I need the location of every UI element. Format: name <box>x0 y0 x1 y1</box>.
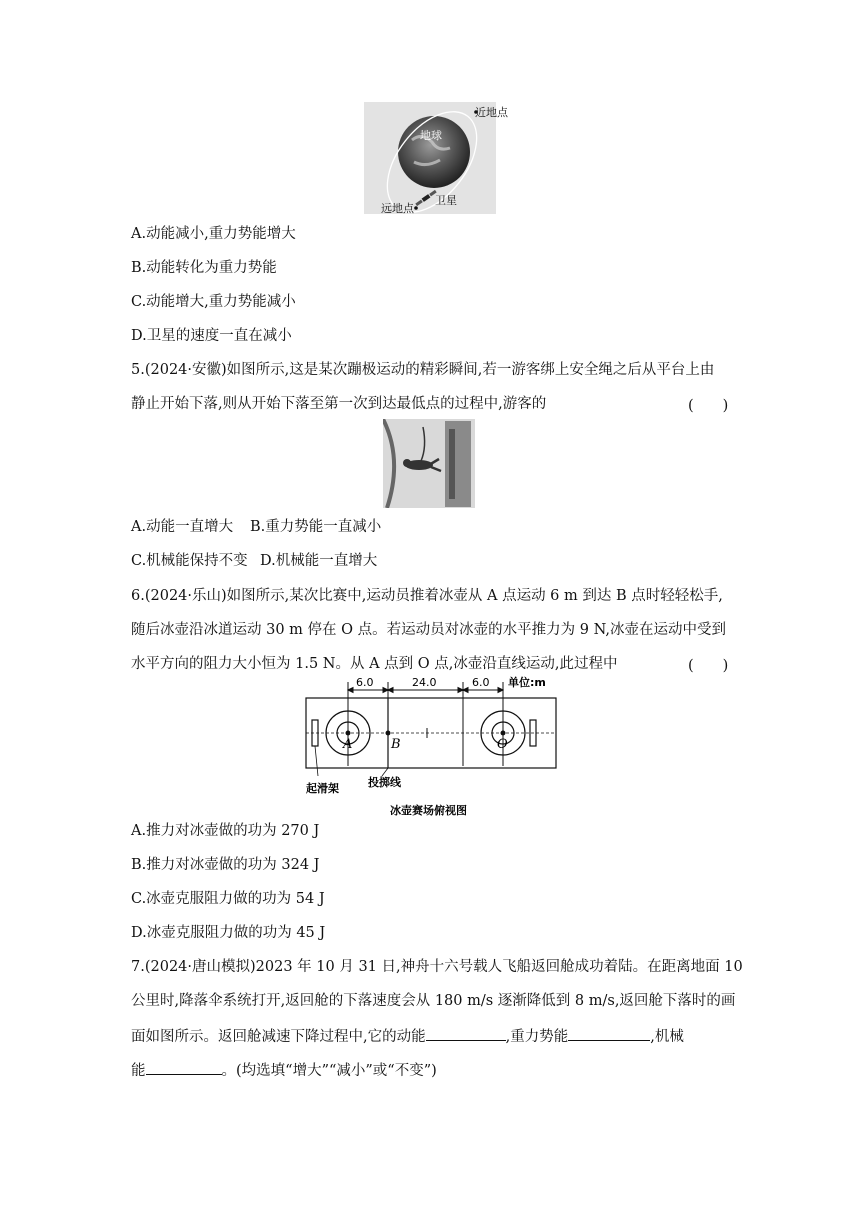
q7-line3-text-a: 面如图所示。返回舱减速下降过程中,它的动能 <box>131 1029 426 1045</box>
q5-option-c: C.机械能保持不变 <box>131 553 248 569</box>
bungee-photo <box>383 419 475 508</box>
satellite-label: 卫星 <box>435 194 457 207</box>
q6-stem-line1: 6.(2024·乐山)如图所示,某次比赛中,运动员推着冰壶从 A 点运动 6 m 到达 B 点时轻轻松手, <box>131 588 723 604</box>
q6-answer-bracket: ( ) <box>688 658 729 674</box>
q7-line2: 公里时,降落伞系统打开,返回舱的下落速度会从 180 m/s 逐渐降低到 8 m/s,返回舱下落时的画 <box>131 993 736 1009</box>
q7-line4-text-b: 。(均选填“增大”“减小”或“不变”) <box>221 1063 437 1079</box>
point-b-label: B <box>391 737 401 752</box>
q5-option-a: A.动能一直增大 <box>131 519 234 535</box>
q5-option-b: B.重力势能一直减小 <box>250 519 382 535</box>
dim-label-1: 6.0 <box>356 676 374 689</box>
q4-option-a: A.动能减小,重力势能增大 <box>131 226 296 242</box>
curling-figure <box>300 676 570 816</box>
start-frame-label: 起滑架 <box>306 782 339 795</box>
point-a-label: A <box>343 737 353 752</box>
q7-line4 <box>131 1059 437 1081</box>
q7-line4-text-a: 能 <box>131 1063 146 1079</box>
q6-option-c: C.冰壶克服阻力做的功为 54 J <box>131 891 325 907</box>
kinetic-energy-blank[interactable] <box>426 1025 506 1041</box>
q6-option-d: D.冰壶克服阻力做的功为 45 J <box>131 925 326 941</box>
q5-answer-bracket: ( ) <box>688 398 729 414</box>
q6-option-a: A.推力对冰壶做的功为 270 J <box>131 823 320 839</box>
unit-label: 单位:m <box>508 676 546 689</box>
throw-line-label: 投掷线 <box>368 776 401 789</box>
perigee-label: 近地点 <box>475 106 508 119</box>
figure-caption: 冰壶赛场俯视图 <box>390 804 467 816</box>
earth-label: 地球 <box>420 129 442 142</box>
q5-stem-line1: 5.(2024·安徽)如图所示,这是某次蹦极运动的精彩瞬间,若一游客绑上安全绳之后从平台上由 <box>131 362 715 378</box>
q7-line3 <box>131 1025 684 1047</box>
q7-line1: 7.(2024·唐山模拟)2023 年 10 月 31 日,神舟十六号载人飞船返回舱成功着陆。在距离地面 10 <box>131 959 743 975</box>
dimension-line <box>348 682 503 766</box>
q5-stem-line2: 静止开始下落,则从开始下落至第一次到达最低点的过程中,游客的 <box>131 396 547 412</box>
q6-stem-line2: 随后冰壶沿冰道运动 30 m 停在 O 点。若运动员对冰壶的水平推力为 9 N,冰壶在运动中受到 <box>131 622 726 638</box>
dim-label-2: 24.0 <box>412 676 437 689</box>
q4-option-c: C.动能增大,重力势能减小 <box>131 294 296 310</box>
dim-label-3: 6.0 <box>472 676 490 689</box>
q6-stem-line3: 水平方向的阻力大小恒为 1.5 N。从 A 点到 O 点,冰壶沿直线运动,此过程中 <box>131 656 618 672</box>
q5-option-d: D.机械能一直增大 <box>260 553 378 569</box>
apogee-label: 远地点 <box>381 202 414 215</box>
q7-line3-text-c: ,机械 <box>650 1029 684 1045</box>
potential-energy-blank[interactable] <box>568 1025 650 1041</box>
q7-line3-text-b: ,重力势能 <box>505 1029 569 1045</box>
bungee-jumper-image <box>383 419 475 508</box>
point-o-label: O <box>497 737 508 752</box>
q4-option-d: D.卫星的速度一直在减小 <box>131 328 292 344</box>
q4-option-b: B.动能转化为重力势能 <box>131 260 277 276</box>
mechanical-energy-blank[interactable] <box>146 1059 222 1075</box>
q6-option-b: B.推力对冰壶做的功为 324 J <box>131 857 320 873</box>
